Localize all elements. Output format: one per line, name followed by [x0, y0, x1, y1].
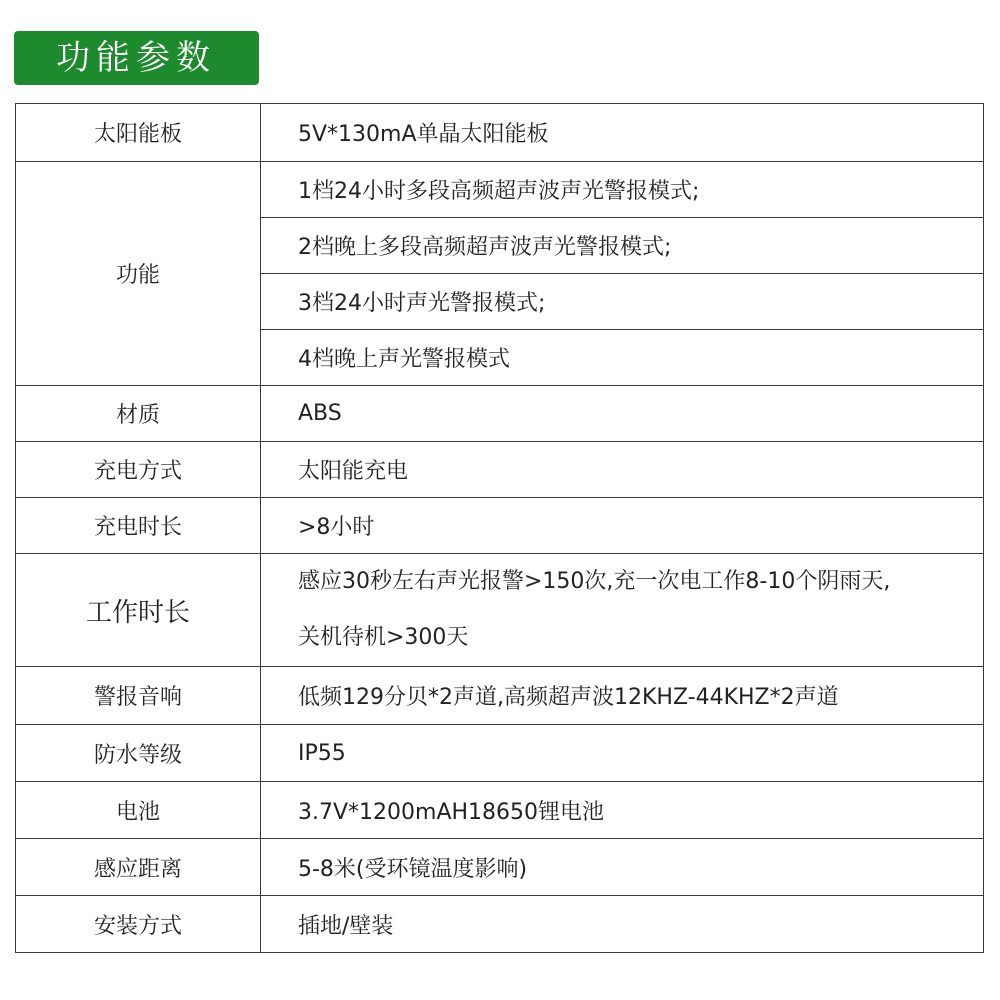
table-row — [16, 498, 984, 554]
row-label-charging-method: 充电方式 — [16, 442, 261, 498]
row-label-sensing-distance: 感应距离 — [16, 839, 261, 896]
table-row — [16, 104, 984, 162]
table-row — [16, 782, 984, 839]
working-time-line-1: 感应30秒左右声光报警>150次,充一次电工作8-10个阴雨天, — [298, 569, 891, 594]
row-value-material: ABS — [261, 386, 984, 442]
row-value-charging-method: 太阳能充电 — [261, 442, 984, 498]
row-value-function-2: 2档晚上多段高频超声波声光警报模式; — [261, 218, 984, 274]
table-row — [16, 667, 984, 725]
row-value-working-time — [261, 554, 984, 667]
row-label-battery: 电池 — [16, 782, 261, 839]
row-label-function: 功能 — [16, 162, 261, 386]
row-label-charging-time: 充电时长 — [16, 498, 261, 554]
row-value-solar-panel: 5V*130mA单晶太阳能板 — [261, 104, 984, 162]
row-value-function-1: 1档24小时多段高频超声波声光警报模式; — [261, 162, 984, 218]
working-time-line-2: 关机待机>300天 — [298, 625, 469, 650]
spec-table — [15, 103, 984, 953]
row-label-material: 材质 — [16, 386, 261, 442]
row-value-installation: 插地/壁装 — [261, 896, 984, 953]
row-value-battery: 3.7V*1200mAH18650锂电池 — [261, 782, 984, 839]
table-row — [16, 896, 984, 953]
row-label-alarm-sound: 警报音响 — [16, 667, 261, 725]
row-label-working-time: 工作时长 — [16, 554, 261, 667]
section-title: 功能参数 — [14, 31, 259, 85]
table-row — [16, 162, 984, 218]
row-value-waterproof: IP55 — [261, 725, 984, 782]
row-label-installation: 安装方式 — [16, 896, 261, 953]
row-value-function-3: 3档24小时声光警报模式; — [261, 274, 984, 330]
row-value-sensing-distance: 5-8米(受环镜温度影响) — [261, 839, 984, 896]
table-row — [16, 386, 984, 442]
row-value-function-4: 4档晚上声光警报模式 — [261, 330, 984, 386]
table-row — [16, 442, 984, 498]
table-row — [16, 839, 984, 896]
table-row — [16, 725, 984, 782]
row-value-alarm-sound: 低频129分贝*2声道,高频超声波12KHZ-44KHZ*2声道 — [261, 667, 984, 725]
row-label-waterproof: 防水等级 — [16, 725, 261, 782]
row-label-solar-panel: 太阳能板 — [16, 104, 261, 162]
table-row — [16, 554, 984, 667]
row-value-charging-time: >8小时 — [261, 498, 984, 554]
